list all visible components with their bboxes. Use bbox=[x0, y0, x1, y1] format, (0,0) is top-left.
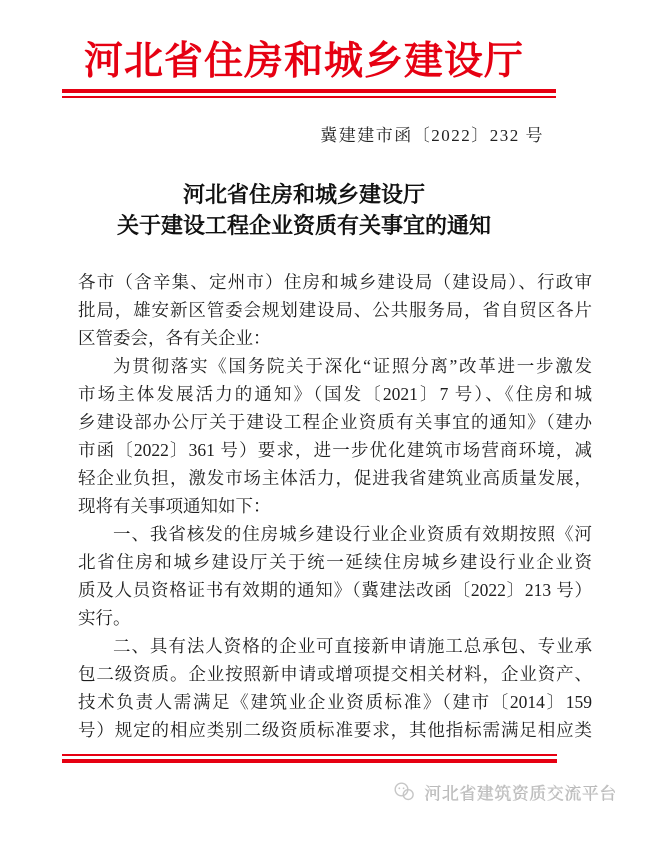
body-line: 实行。 bbox=[78, 608, 131, 628]
body-line: 北省住房和城乡建设厅关于统一延续住房城乡建设行业企业资 bbox=[78, 552, 592, 572]
body-line: 为贯彻落实《国务院关于深化“证照分离”改革进一步激发 bbox=[113, 356, 592, 376]
body-line: 包二级资质。企业按照新申请或增项提交相关材料，企业资产、 bbox=[78, 664, 592, 684]
wechat-icon bbox=[392, 780, 416, 804]
body-line: 二、具有法人资格的企业可直接新申请施工总承包、专业承 bbox=[113, 636, 592, 656]
body-line: 各市（含辛集、定州市）住房和城乡建设局（建设局）、行政审 bbox=[78, 272, 592, 292]
body-line: 乡建设部办公厅关于建设工程企业资质有关事宜的通知》（建办 bbox=[78, 412, 592, 432]
body-line: 技术负责人需满足《建筑业企业资质标准》（建市〔2014〕159 bbox=[78, 692, 592, 712]
letterhead-agency-name: 河北省住房和城乡建设厅 bbox=[83, 40, 524, 83]
body-line: 市函〔2022〕361 号）要求，进一步优化建筑市场营商环境，减 bbox=[78, 440, 592, 460]
header-rule-thin bbox=[62, 96, 556, 98]
document-title-line-1: 河北省住房和城乡建设厅 bbox=[182, 182, 425, 207]
watermark-label: 河北省建筑资质交流平台 bbox=[424, 784, 617, 803]
body-line: 一、我省核发的住房城乡建设行业企业资质有效期按照《河 bbox=[113, 524, 592, 544]
header-rule-thick bbox=[62, 89, 556, 93]
body-line: 轻企业负担，激发市场主体活力，促进我省建筑业高质量发展， bbox=[78, 468, 592, 488]
document-title-line-2: 关于建设工程企业资质有关事宜的通知 bbox=[116, 213, 491, 238]
body-line: 区管委会，各有关企业： bbox=[78, 328, 271, 348]
body-line: 批局，雄安新区管委会规划建设局、公共服务局，省自贸区各片 bbox=[78, 300, 592, 320]
body-line: 质及人员资格证书有效期的通知》（冀建法改函〔2022〕213 号） bbox=[78, 580, 592, 600]
document-title bbox=[0, 179, 608, 241]
watermark bbox=[392, 779, 617, 804]
body-line: 号）规定的相应类别二级资质标准要求，其他指标需满足相应类 bbox=[78, 720, 592, 740]
body-line: 现将有关事项通知如下： bbox=[78, 496, 271, 516]
doc-number: 冀建建市函〔2022〕232 号 bbox=[320, 126, 544, 145]
footer-rule-thick bbox=[62, 759, 557, 763]
document-body bbox=[78, 268, 592, 744]
body-line: 市场主体发展活力的通知》（国发〔2021〕7 号）、《住房和城 bbox=[78, 384, 592, 404]
footer-rule-thin bbox=[62, 754, 557, 756]
